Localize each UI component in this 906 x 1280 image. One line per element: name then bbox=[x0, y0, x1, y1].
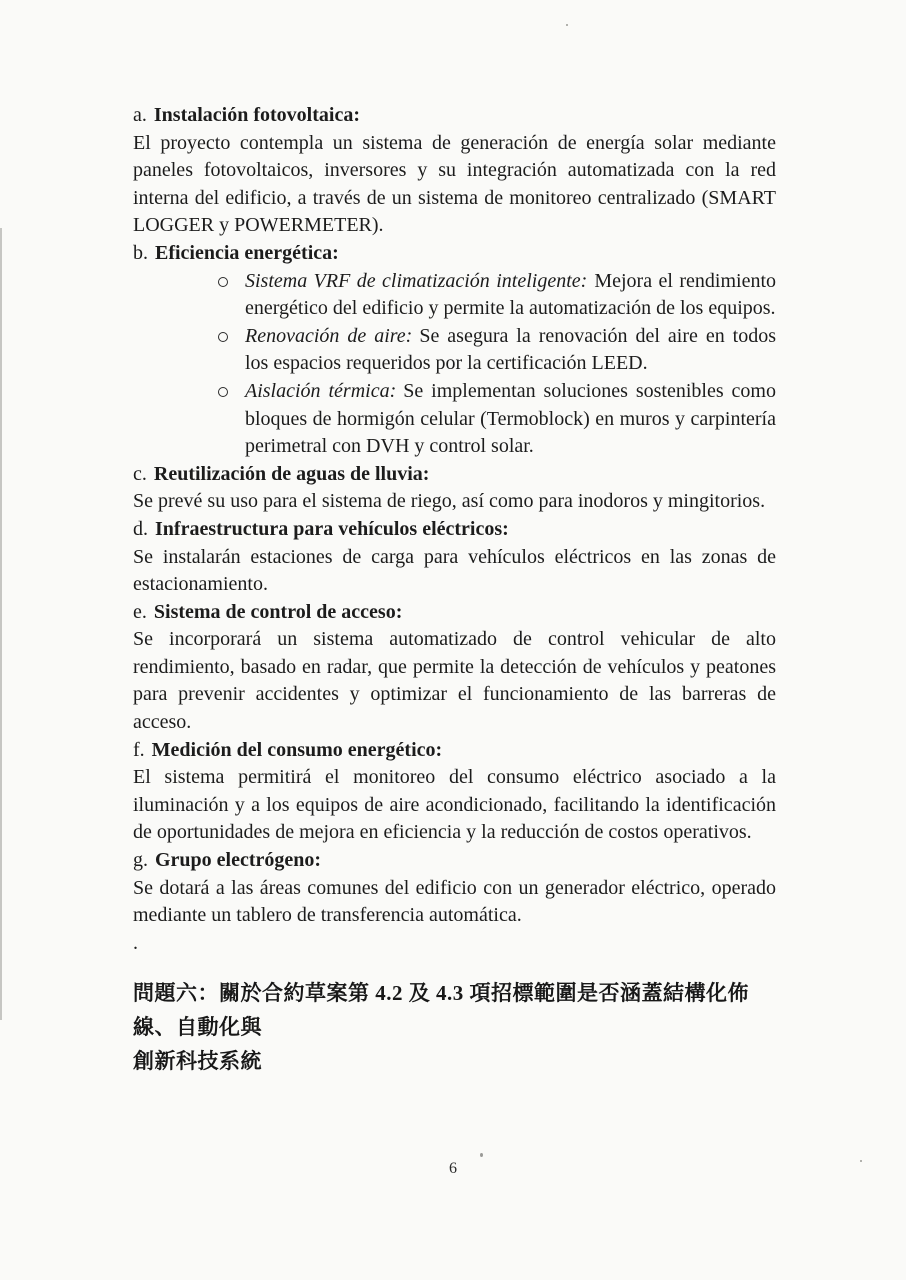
document-body bbox=[133, 102, 776, 1078]
section-heading-a bbox=[133, 102, 776, 130]
section-paragraph-d: Se instalarán estaciones de carga para vehículos eléctricos en las zonas de estacionamiento. bbox=[133, 545, 776, 596]
section-letter: c. bbox=[133, 462, 147, 485]
section-paragraph-g: Se dotará a las áreas comunes del edificio con un generador eléctrico, operado mediante un tablero de transferencia automática. bbox=[133, 876, 776, 927]
page-number: 6 bbox=[449, 1160, 457, 1177]
section-title: Grupo electrógeno: bbox=[155, 849, 322, 872]
scan-speck bbox=[566, 24, 568, 26]
bullet-text: Mejora el rendimiento energético del edificio y permite la automatización de los equipos. bbox=[245, 269, 776, 320]
section-title: Eficiencia energética: bbox=[155, 241, 339, 264]
bullet-body bbox=[245, 268, 776, 323]
bullet-body bbox=[245, 323, 776, 378]
section-title: Medición del consumo energético: bbox=[151, 738, 443, 761]
scan-edge-artifact bbox=[0, 228, 2, 1020]
bullet-body bbox=[245, 378, 776, 461]
bullet-text: Se implementan soluciones sostenibles como bloques de hormigón celular (Termoblock) en muros y carpintería perimetral con DVH y control solar. bbox=[245, 379, 776, 458]
bullet-item bbox=[218, 323, 776, 378]
section-heading-c bbox=[133, 461, 776, 489]
section-paragraph-e: Se incorporará un sistema automatizado de control vehicular de alto rendimiento, basado en radar, que permite la detección de vehículos y peatones para prevenir accidentes y optimizar el funcionamiento de las barreras de acceso. bbox=[133, 628, 776, 734]
section-heading-b bbox=[133, 240, 776, 268]
section-title: Sistema de control de acceso: bbox=[153, 600, 403, 623]
bullet-circle-icon bbox=[218, 387, 228, 397]
question-heading-line1: 問題六：關於合約草案第 4.2 及 4.3 項招標範圍是否涵蓋結構化佈線、自動化與 bbox=[133, 981, 749, 1040]
bullet-list bbox=[133, 268, 776, 461]
question-heading-line2: 創新科技系統 bbox=[133, 1049, 262, 1074]
section-title: Reutilización de aguas de lluvia: bbox=[153, 462, 430, 485]
bullet-lead: Aislación térmica: bbox=[245, 379, 397, 402]
section-paragraph-f: El sistema permitirá el monitoreo del consumo eléctrico asociado a la iluminación y a los equipos de aire acondicionado, facilitando la identificación de oportunidades de mejora en eficiencia y la reducción de costos operativos. bbox=[133, 766, 776, 844]
section-letter: b. bbox=[133, 241, 148, 264]
section-heading-g bbox=[133, 847, 776, 875]
bullet-text: Se asegura la renovación del aire en todos los espacios requeridos por la certificación LEED. bbox=[245, 324, 776, 375]
section-paragraph-c: Se prevé su uso para el sistema de riego, así como para inodoros y mingitorios. bbox=[133, 490, 766, 513]
bullet-marker bbox=[218, 323, 245, 378]
bullet-lead: Renovación de aire: bbox=[245, 324, 413, 347]
section-paragraph-a: El proyecto contempla un sistema de generación de energía solar mediante paneles fotovoltaicos, inversores y su integración automatizada con la red interna del edificio, a través de un sistema de monitoreo centralizado (SMART LOGGER y POWERMETER). bbox=[133, 131, 776, 237]
section-letter: g. bbox=[133, 849, 148, 872]
bullet-item bbox=[218, 268, 776, 323]
section-letter: e. bbox=[133, 600, 147, 623]
section-title: Instalación fotovoltaica: bbox=[153, 104, 360, 126]
bullet-circle-icon bbox=[218, 332, 228, 342]
section-heading-d bbox=[133, 516, 776, 544]
bullet-lead: Sistema VRF de climatización inteligente: bbox=[245, 269, 588, 292]
section-letter: f. bbox=[133, 738, 145, 761]
bullet-marker bbox=[218, 268, 245, 323]
stray-period: . bbox=[133, 931, 138, 954]
scan-speck bbox=[480, 1153, 483, 1157]
question-six-heading bbox=[133, 976, 776, 1078]
section-title: Infraestructura para vehículos eléctricos: bbox=[155, 517, 509, 540]
bullet-marker bbox=[218, 378, 245, 461]
section-letter: d. bbox=[133, 517, 148, 540]
section-heading-f bbox=[133, 737, 776, 765]
section-heading-e bbox=[133, 599, 776, 627]
section-letter: a. bbox=[133, 104, 147, 126]
bullet-circle-icon bbox=[218, 277, 228, 287]
bullet-item bbox=[218, 378, 776, 461]
